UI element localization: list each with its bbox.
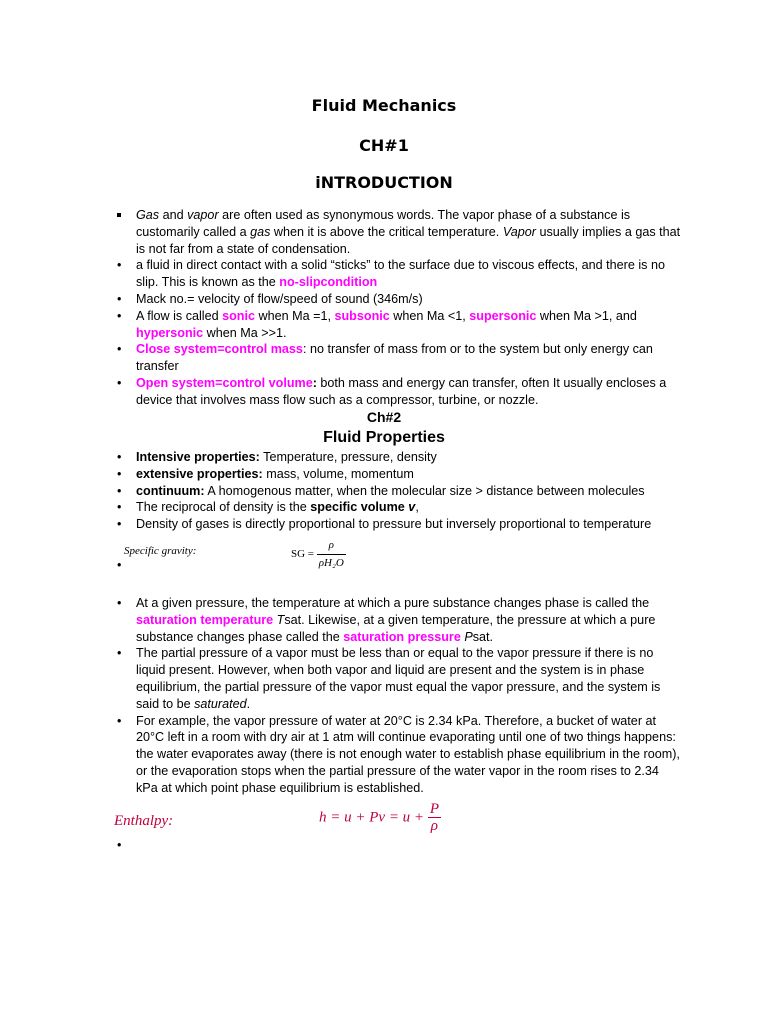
introduction-heading: iNTRODUCTION xyxy=(315,173,453,192)
list-item: • The partial pressure of a vapor must be less than or equal to the vapor pressure if there is no liquid present. However, when both vapor and liquid are present and the system is in phase equilibrium, the partial pressure of the vapor must equal the vapor pressure, and the system is said to be saturated. xyxy=(117,646,661,711)
enthalpy-formula: Enthalpy: h = u + Pv = u + $\frac{P}{\rho}$ xyxy=(114,800,439,835)
list-item: • For example, the vapor pressure of water at 20°C is 2.34 kPa. Therefore, a bucket of water at 20°C left in a room with dry air at 1 atm will continue evaporating until one of two things happens: the water evaporates away (there is not enough water to establish phase equilibrium in the room), or the evaporation stops when the partial pressure of the water vapor in the room rises to 2.34 kPa at which point phase equilibrium is established. xyxy=(117,713,680,795)
chapter-2-list xyxy=(114,449,684,853)
chapter-1-heading: CH#1 xyxy=(359,136,409,155)
list-item: • Open system=control volume: both mass and energy can transfer, often It usually encloses a device that involves mass flow such as a compressor, turbine, or nozzle. xyxy=(117,375,667,407)
bullet-icon: • xyxy=(117,342,122,357)
list-item: • a fluid in direct contact with a solid “sticks” to the surface due to viscous effects, and there is no slip. This is known as the no-slipcondition xyxy=(117,258,665,290)
bullet-icon: • xyxy=(117,450,122,464)
bullet-icon: • xyxy=(117,557,122,572)
bullet-icon: • xyxy=(117,713,122,728)
no-slip-term: no-slipcondition xyxy=(279,275,378,290)
chapter-1-list xyxy=(114,207,684,409)
bullet-icon: • xyxy=(117,375,122,390)
bullet-icon: • xyxy=(117,517,122,532)
bullet-icon: • xyxy=(117,466,122,481)
list-item: • Close system=control mass: no transfer of mass from or to the system but only energy can transfer xyxy=(117,342,653,374)
document-title: Fluid Mechanics xyxy=(311,96,457,115)
chapter-2-heading: Ch#2 xyxy=(366,409,402,425)
list-item: • A flow is called sonic when Ma =1, subsonic when Ma <1, supersonic when Ma >1, and hypersonic when Ma >>1. xyxy=(117,308,637,340)
list-item: • Intensive properties: Temperature, pressure, density xyxy=(117,450,437,464)
list-item: • Density of gases is directly proportional to pressure but inversely proportional to temperature xyxy=(117,517,652,532)
fluid-properties-heading: Fluid Properties xyxy=(323,429,445,446)
bullet-icon: • xyxy=(117,837,122,852)
bullet-icon: • xyxy=(117,595,122,610)
bullet-icon: • xyxy=(117,308,122,323)
bullet-icon: • xyxy=(117,483,122,498)
list-item: • The reciprocal of density is the specific volume v, xyxy=(117,500,419,515)
bullet-icon: • xyxy=(117,291,122,306)
bullet-icon: • xyxy=(117,646,122,661)
bullet-icon: • xyxy=(117,258,122,273)
list-item: • continuum: A homogenous matter, when the molecular size > distance between molecules xyxy=(117,483,645,498)
bullet-icon: • xyxy=(117,500,122,515)
list-item xyxy=(114,797,684,853)
list-item xyxy=(114,533,684,595)
list-item: Gas and vapor are often used as synonymous words. The vapor phase of a substance is customarily called a gas when it is above the critical temperature. Vapor usually implies a gas that is not far from a state of condensation. xyxy=(114,207,684,257)
list-item: • extensive properties: mass, volume, momentum xyxy=(117,466,414,481)
list-item: • Mack no.= velocity of flow/speed of sound (346m/s) xyxy=(117,291,423,306)
specific-gravity-formula: Specific gravity: SG = $\frac{\rho}{\text{ρH₂O}}$ xyxy=(124,538,344,569)
square-bullet-icon xyxy=(117,213,121,217)
list-item: • At a given pressure, the temperature at which a pure substance changes phase is called the saturation temperature Tsat. Likewise, at a given temperature, the pressure at which a pure substance changes phase called the saturation pressure Psat. xyxy=(117,595,656,644)
